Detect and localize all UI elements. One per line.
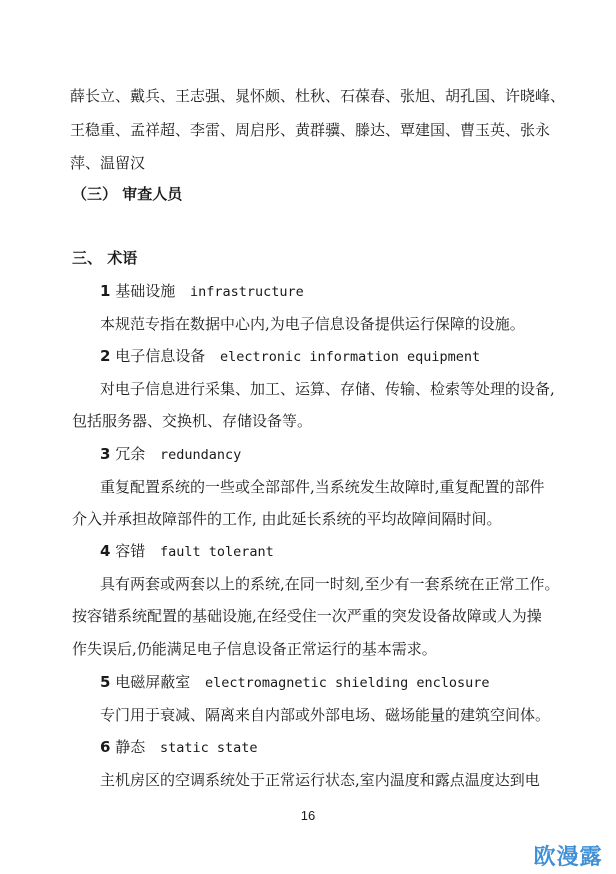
term-4-cn: 容错 <box>115 542 146 560</box>
page-number: 16 <box>300 808 316 823</box>
term-5-cn: 电磁屏蔽室 <box>115 673 191 691</box>
term-6-title <box>100 737 258 758</box>
names-line-2: 王稳重、孟祥超、李雷、周启彤、黄群骥、滕达、覃建国、曹玉英、张永 <box>70 121 551 139</box>
term-2-title <box>100 346 480 367</box>
term-4-def-1: 具有两套或两套以上的系统,在同一时刻,至少有一套系统在正常工作。 <box>100 575 560 593</box>
section-terms-heading: 三、 术语 <box>72 249 138 267</box>
term-3-title <box>100 444 241 465</box>
term-3-en: redundancy <box>160 447 242 463</box>
term-4-def-3: 作失误后,仍能满足电子信息设备正常运行的基本需求。 <box>72 640 437 658</box>
term-1-number: 1 <box>100 282 111 300</box>
section-review-heading: （三） 审查人员 <box>72 185 183 203</box>
term-3-number: 3 <box>100 445 111 463</box>
term-2-cn: 电子信息设备 <box>115 347 206 365</box>
term-3-cn: 冗余 <box>115 445 146 463</box>
term-3-def-2: 介入并承担故障部件的工作, 由此延长系统的平均故障间隔时间。 <box>72 510 502 528</box>
term-5-def-1: 专门用于衰减、隔离来自内部或外部电场、磁场能量的建筑空间体。 <box>100 706 551 724</box>
names-line-1: 薛长立、戴兵、王志强、晁怀颇、杜秋、石葆春、张旭、胡孔国、许晓峰、 <box>70 87 566 105</box>
term-1-en: infrastructure <box>190 284 304 300</box>
term-2-en: electronic information equipment <box>220 349 481 365</box>
term-4-title <box>100 541 274 562</box>
term-6-en: static state <box>160 740 258 756</box>
names-line-3: 萍、温留汉 <box>70 154 146 172</box>
term-3-def-1: 重复配置系统的一些或全部部件,当系统发生故障时,重复配置的部件 <box>100 478 545 496</box>
term-2-def-2: 包括服务器、交换机、存储设备等。 <box>72 412 313 430</box>
term-6-cn: 静态 <box>115 738 146 756</box>
term-2-def-1: 对电子信息进行采集、加工、运算、存储、传输、检索等处理的设备, <box>100 380 555 398</box>
term-2-number: 2 <box>100 347 111 365</box>
term-5-number: 5 <box>100 673 111 691</box>
term-6-number: 6 <box>100 738 111 756</box>
term-1-def-1: 本规范专指在数据中心内,为电子信息设备提供运行保障的设施。 <box>100 315 525 333</box>
term-1-title <box>100 281 304 302</box>
term-1-cn: 基础设施 <box>115 282 176 300</box>
watermark-logo: 欧漫露 <box>533 844 603 870</box>
term-4-number: 4 <box>100 542 111 560</box>
term-4-en: fault tolerant <box>160 544 274 560</box>
term-5-en: electromagnetic shielding enclosure <box>205 675 490 691</box>
term-5-title <box>100 672 490 693</box>
term-4-def-2: 按容错系统配置的基础设施,在经受住一次严重的突发设备故障或人为操 <box>72 607 542 625</box>
term-6-def-1: 主机房区的空调系统处于正常运行状态,室内温度和露点温度达到电 <box>100 771 540 789</box>
